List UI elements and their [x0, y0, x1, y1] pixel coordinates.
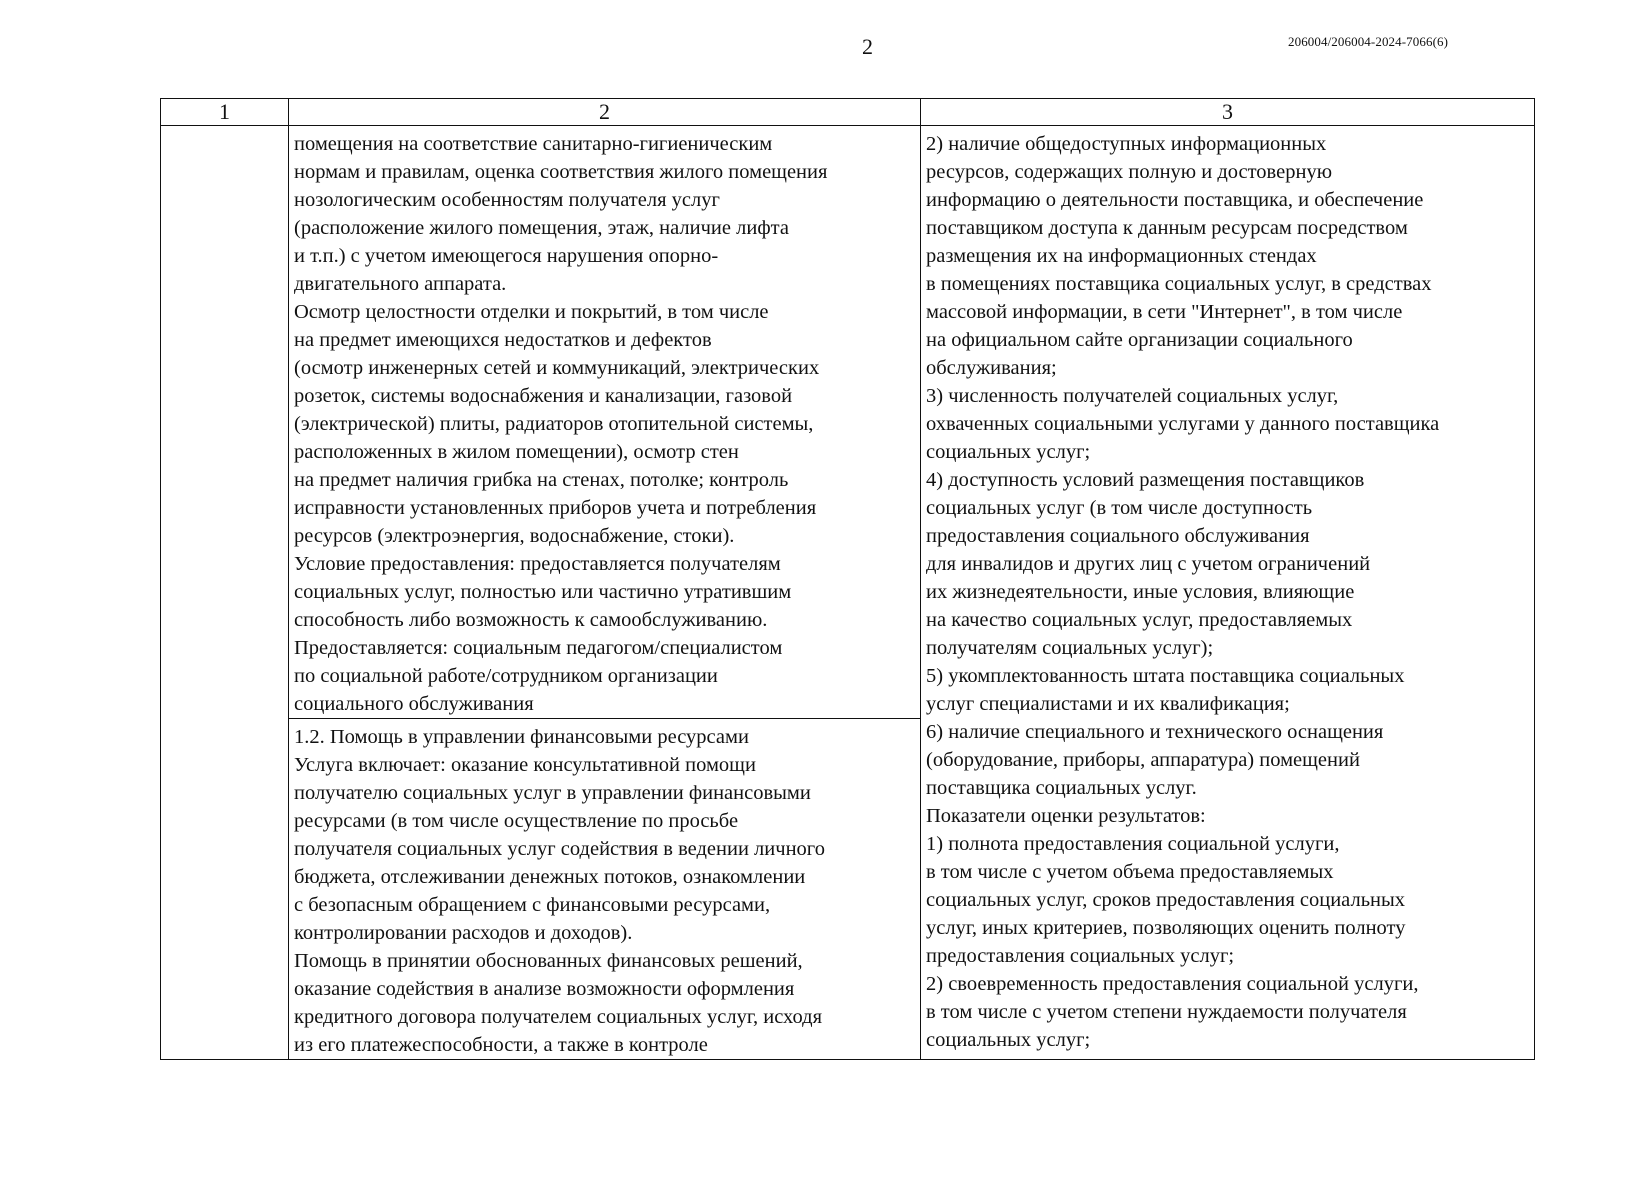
text-line: ресурсов (электроэнергия, водоснабжение, стоки).: [294, 525, 735, 547]
text-line: размещения их на информационных стендах: [926, 245, 1317, 267]
text-line: услуг специалистами и их квалификация;: [926, 693, 1290, 715]
text-line: Помощь в принятии обоснованных финансовых решений,: [294, 950, 803, 972]
text-line: на предмет имеющихся недостатков и дефектов: [294, 329, 712, 351]
text-line: в том числе с учетом степени нуждаемости получателя: [926, 1001, 1407, 1023]
text-line: информацию о деятельности поставщика, и обеспечение: [926, 189, 1424, 211]
text-line: социальных услуг;: [926, 441, 1091, 463]
text-line: получателям социальных услуг);: [926, 637, 1214, 659]
text-line: розеток, системы водоснабжения и канализации, газовой: [294, 385, 793, 407]
text-line: их жизнедеятельности, иные условия, влияющие: [926, 581, 1355, 603]
text-line: контролировании расходов и доходов).: [294, 922, 633, 944]
text-line: социального обслуживания: [294, 693, 534, 715]
text-line: 1.2. Помощь в управлении финансовыми ресурсами: [294, 726, 749, 748]
text-line: исправности установленных приборов учета и потребления: [294, 497, 817, 519]
text-line: способность либо возможность к самообслуживанию.: [294, 609, 768, 631]
text-line: ресурсами (в том числе осуществление по просьбе: [294, 810, 739, 832]
text-line: 5) укомплектованность штата поставщика социальных: [926, 665, 1405, 687]
page-number: 2: [862, 34, 873, 59]
text-line: двигательного аппарата.: [294, 273, 507, 295]
text-line: (расположение жилого помещения, этаж, наличие лифта: [294, 217, 789, 239]
column-header-3: 3: [921, 99, 1535, 126]
text-line: социальных услуг (в том числе доступность: [926, 497, 1313, 519]
text-line: поставщика социальных услуг.: [926, 777, 1197, 799]
services-table: [160, 98, 1535, 1060]
column-2-bottom-text: [289, 719, 920, 1059]
text-line: нормам и правилам, оценка соответствия жилого помещения: [294, 161, 828, 183]
text-line: охваченных социальными услугами у данного поставщика: [926, 413, 1440, 435]
column-header-1: 1: [161, 99, 289, 126]
text-line: социальных услуг;: [926, 1029, 1091, 1051]
text-line: Осмотр целостности отделки и покрытий, в том числе: [294, 301, 769, 323]
text-line: помещения на соответствие санитарно-гигиеническим: [294, 133, 773, 155]
text-line: 6) наличие специального и технического оснащения: [926, 721, 1384, 743]
text-line: обслуживания;: [926, 357, 1057, 379]
text-line: социальных услуг, сроков предоставления социальных: [926, 889, 1406, 911]
column-2-top-text: [289, 126, 920, 718]
text-line: Услуга включает: оказание консультативной помощи: [294, 754, 756, 776]
table-header-row: [161, 99, 1535, 126]
text-line: массовой информации, в сети "Интернет", в том числе: [926, 301, 1403, 323]
text-line: на официальном сайте организации социального: [926, 329, 1353, 351]
text-line: из его платежеспособности, а также в контроле: [294, 1034, 708, 1056]
text-line: кредитного договора получателем социальных услуг, исходя: [294, 1006, 823, 1028]
text-line: Показатели оценки результатов:: [926, 805, 1206, 827]
text-line: (электрической) плиты, радиаторов отопительной системы,: [294, 413, 814, 435]
text-line: ресурсов, содержащих полную и достоверную: [926, 161, 1333, 183]
text-line: оказание содействия в анализе возможности оформления: [294, 978, 795, 1000]
text-line: для инвалидов и других лиц с учетом ограничений: [926, 553, 1371, 575]
text-line: 1) полнота предоставления социальной услуги,: [926, 833, 1340, 855]
text-line: 2) наличие общедоступных информационных: [926, 133, 1327, 155]
text-line: поставщиком доступа к данным ресурсам посредством: [926, 217, 1408, 239]
text-line: Предоставляется: социальным педагогом/специалистом: [294, 637, 783, 659]
text-line: 2) своевременность предоставления социальной услуги,: [926, 973, 1419, 995]
column-header-2: 2: [289, 99, 921, 126]
text-line: Условие предоставления: предоставляется получателям: [294, 553, 781, 575]
text-line: бюджета, отслеживании денежных потоков, ознакомлении: [294, 866, 806, 888]
text-line: на качество социальных услуг, предоставляемых: [926, 609, 1353, 631]
text-line: в помещениях поставщика социальных услуг, в средствах: [926, 273, 1432, 295]
text-line: предоставления социальных услуг;: [926, 945, 1235, 967]
column-2-top-cell: [289, 126, 921, 719]
text-line: получателю социальных услуг в управлении финансовыми: [294, 782, 811, 804]
text-line: нозологическим особенностям получателя услуг: [294, 189, 720, 211]
text-line: 3) численность получателей социальных услуг,: [926, 385, 1339, 407]
text-line: на предмет наличия грибка на стенах, потолке; контроль: [294, 469, 789, 491]
text-line: социальных услуг, полностью или частично утратившим: [294, 581, 792, 603]
text-line: 4) доступность условий размещения поставщиков: [926, 469, 1365, 491]
column-2-bottom-cell: [289, 719, 921, 1060]
text-line: услуг, иных критериев, позволяющих оценить полноту: [926, 917, 1406, 939]
text-line: предоставления социального обслуживания: [926, 525, 1310, 547]
text-line: с безопасным обращением с финансовыми ресурсами,: [294, 894, 771, 916]
text-line: (оборудование, приборы, аппаратура) помещений: [926, 749, 1360, 771]
column-1-cell: [161, 126, 289, 1060]
text-line: (осмотр инженерных сетей и коммуникаций, электрических: [294, 357, 820, 379]
document-id: 206004/206004-2024-7066(6): [1288, 34, 1449, 49]
text-line: расположенных в жилом помещении), осмотр стен: [294, 441, 739, 463]
column-3-text: [921, 126, 1534, 1054]
text-line: получателя социальных услуг содействия в ведении личного: [294, 838, 825, 860]
table-row: [161, 126, 1535, 719]
text-line: и т.п.) с учетом имеющегося нарушения опорно-: [294, 245, 719, 267]
text-line: в том числе с учетом объема предоставляемых: [926, 861, 1334, 883]
column-3-cell: [921, 126, 1535, 1060]
text-line: по социальной работе/сотрудником организации: [294, 665, 718, 687]
